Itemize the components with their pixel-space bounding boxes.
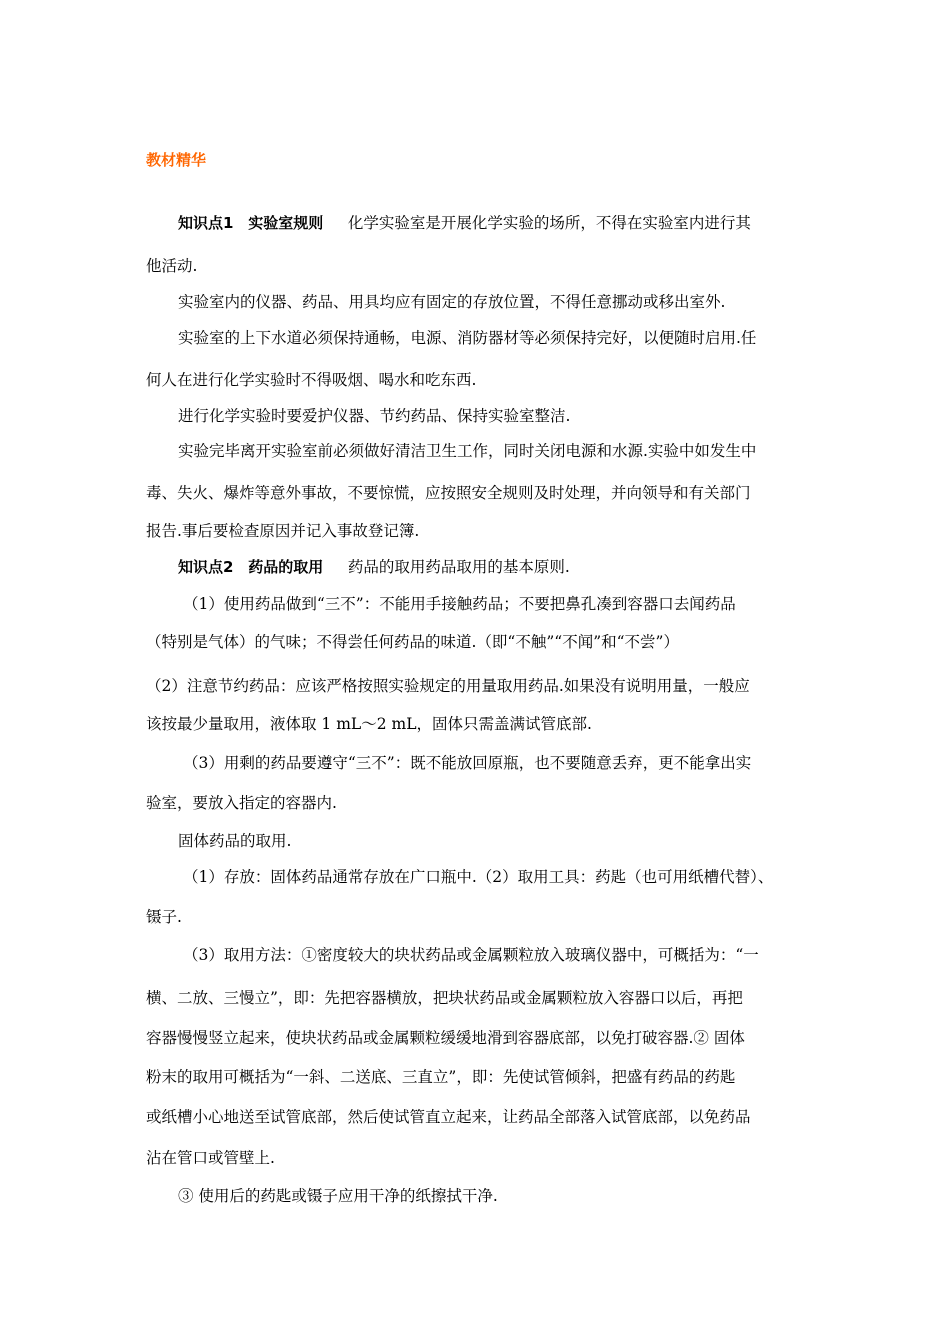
k2-line-6: （3）用剩的药品要遵守“三不”：既不能放回原瓶，也不要随意丢弃，更不能拿出实 [183,754,752,772]
k2-label: 知识点2 [178,558,234,576]
k2-line-16: 沾在管口或管壁上. [146,1149,275,1167]
k2-title: 药品的取用 [248,558,324,576]
k1-text-1: 化学实验室是开展化学实验的场所，不得在实验室内进行其 [347,214,751,232]
k2-line-1 [178,556,858,578]
k2-line-12: 横、二放、三慢立”，即：先把容器横放，把块状药品或金属颗粒放入容器口以后，再把 [146,989,743,1007]
k1-line-9: 报告.事后要检查原因并记入事故登记簿. [146,522,420,540]
k2-line-3: （特别是气体）的气味；不得尝任何药品的味道.（即“不触”“不闻”和“不尝”） [146,633,679,651]
k1-line-7: 实验完毕离开实验室前必须做好清洁卫生工作，同时关闭电源和水源.实验中如发生中 [178,442,757,460]
k1-title: 实验室规则 [248,214,324,232]
k2-line-7: 验室，要放入指定的容器内. [146,794,337,812]
k2-line-15: 或纸槽小心地送至试管底部，然后使试管直立起来，让药品全部落入试管底部，以免药品 [146,1108,751,1126]
k2-line-5: 该按最少量取用，液体取 1 mL～2 mL，固体只需盖满试管底部. [146,715,592,733]
section-heading: 教材精华 [146,151,207,169]
k1-line-4: 实验室的上下水道必须保持通畅，电源、消防器材等必须保持完好，以便随时启用.任 [178,329,757,347]
k1-label: 知识点1 [178,214,234,232]
k2-line-4: （2）注意节约药品：应该严格按照实验规定的用量取用药品.如果没有说明用量，一般应 [146,677,750,695]
k2-line-17: ③ 使用后的药匙或镊子应用干净的纸擦拭干净. [178,1187,498,1205]
k2-line-9: （1）存放：固体药品通常存放在广口瓶中.（2）取用工具：药匙（也可用纸槽代替）、 [183,868,774,886]
k1-line-8: 毒、失火、爆炸等意外事故，不要惊慌，应按照安全规则及时处理，并向领导和有关部门 [146,484,751,502]
k1-line-3: 实验室内的仪器、药品、用具均应有固定的存放位置，不得任意挪动或移出室外. [178,293,726,311]
k2-line-14: 粉末的取用可概括为“一斜、二送底、三直立”，即：先使试管倾斜，把盛有药品的药匙 [146,1068,736,1086]
k1-line-6: 进行化学实验时要爱护仪器、节约药品、保持实验室整洁. [178,407,571,425]
k1-line-5: 何人在进行化学实验时不得吸烟、喝水和吃东西. [146,371,477,389]
k2-line-11: （3）取用方法：①密度较大的块状药品或金属颗粒放入玻璃仪器中，可概括为：“一 [183,946,759,964]
k2-line-2: （1）使用药品做到“三不”：不能用手接触药品；不要把鼻孔凑到容器口去闻药品 [183,595,736,613]
k1-line-2: 他活动. [146,257,198,275]
k2-line-13: 容器慢慢竖立起来，使块状药品或金属颗粒缓缓地滑到容器底部，以免打破容器.② 固体 [146,1029,745,1047]
k1-line-1 [178,212,858,234]
k2-text-1: 药品的取用药品取用的基本原则. [347,558,570,576]
k2-line-8: 固体药品的取用. [178,832,292,850]
k2-line-10: 镊子. [146,908,182,926]
